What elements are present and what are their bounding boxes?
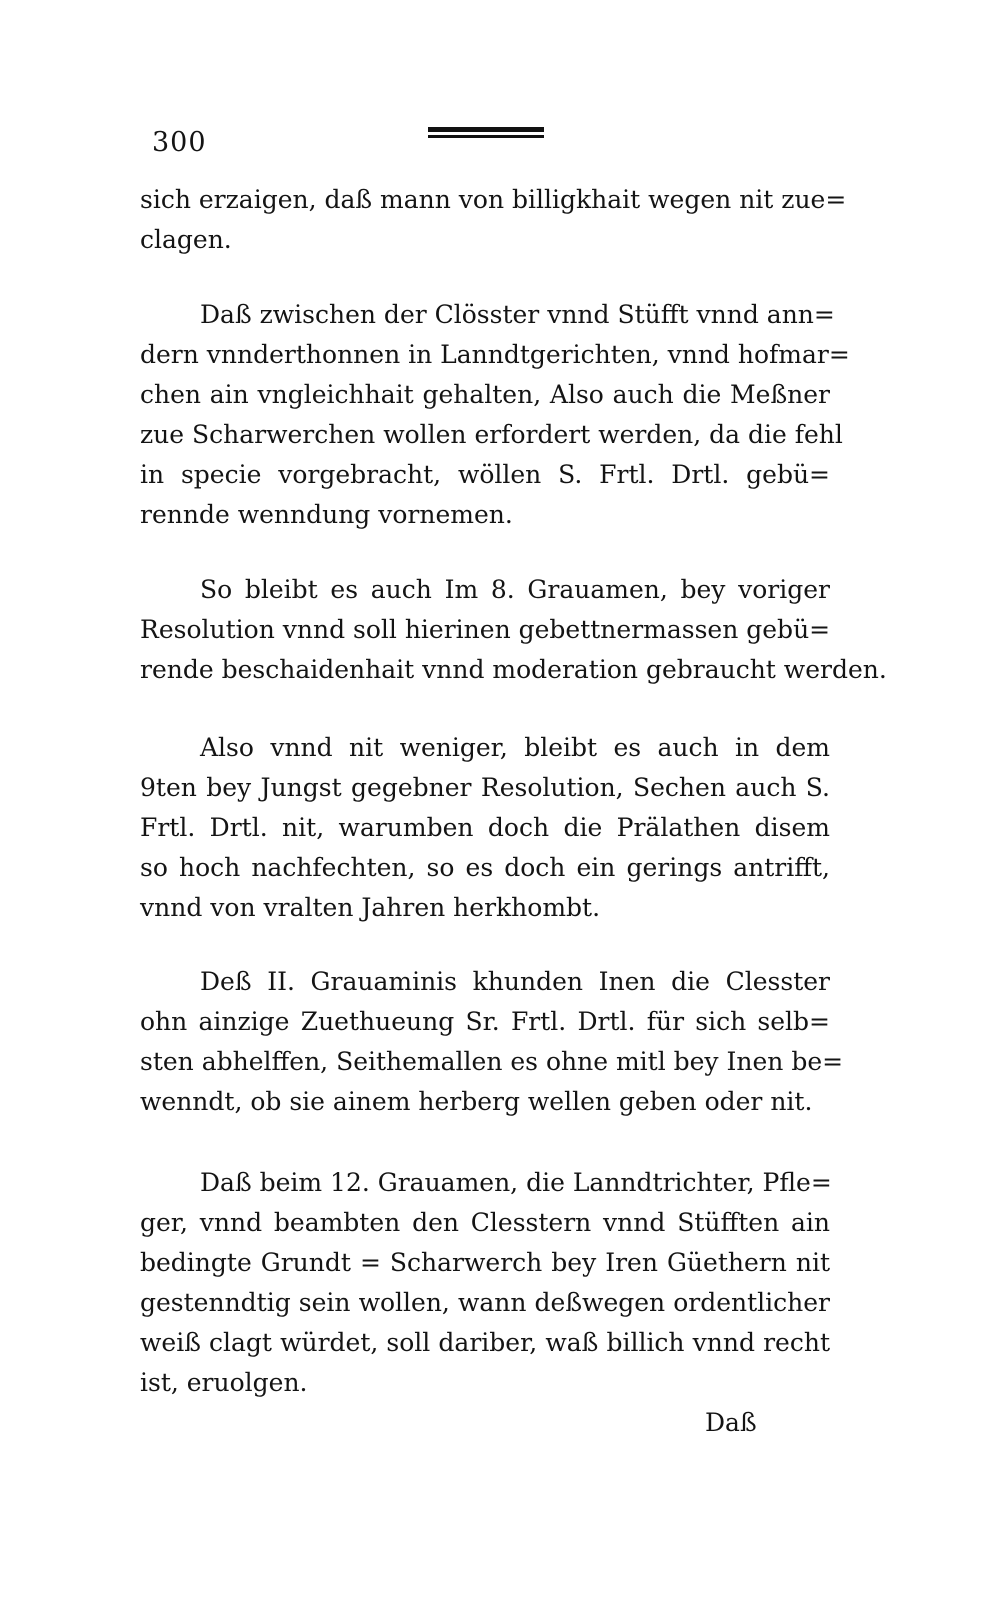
text-line: sten abhelffen, Seithemallen es ohne mitl bey Inen be= [140,1047,844,1076]
text-line: So bleibt es auch Im 8. Grauamen, bey voriger [200,575,830,604]
text-line: ger, vnnd beambten den Clesstern vnnd Stüfften ain [140,1208,830,1237]
page-number: 300 [152,127,207,158]
text-line: 9ten bey Jungst gegebner Resolution, Sechen auch S. [140,773,830,802]
text-line: ist, eruolgen. [140,1368,308,1397]
text-line: bedingte Grundt = Scharwerch bey Iren Güethern nit [140,1248,830,1277]
text-line: gestenndtig sein wollen, wann deßwegen ordentlicher [140,1288,830,1317]
text-line: Daß beim 12. Grauamen, die Lanndtrichter, Pfle= [200,1168,832,1197]
text-line: Deß II. Grauaminis khunden Inen die Clesster [200,967,830,996]
text-line: weiß clagt würdet, soll dariber, waß billich vnnd recht [140,1328,830,1357]
header-rule-thick-bar [428,127,544,132]
text-line: rende beschaidenhait vnnd moderation gebraucht werden. [140,655,887,684]
text-line: so hoch nachfechten, so es doch ein gerings antrifft, [140,853,830,882]
text-line: Resolution vnnd soll hierinen gebettnermassen gebü= [140,615,831,644]
catchword: Daß [705,1408,757,1437]
text-line: ohn ainzige Zuethueung Sr. Frtl. Drtl. für sich selb= [140,1007,830,1036]
text-line: wenndt, ob sie ainem herberg wellen geben oder nit. [140,1087,813,1116]
text-line: Daß zwischen der Clösster vnnd Stüfft vnnd ann= [200,300,835,329]
paragraph-1 [140,180,847,260]
paragraph-6 [140,1163,830,1403]
text-line: Frtl. Drtl. nit, warumben doch die Prälathen disem [140,813,830,842]
text-line: zue Scharwerchen wollen erfordert werden, da die fehl [140,420,843,449]
paragraph-4 [140,728,830,928]
text-line: rennde wenndung vornemen. [140,500,513,529]
text-line: clagen. [140,225,232,254]
header-rule-thin-bar [428,135,544,138]
text-line: in specie vorgebracht, wöllen S. Frtl. Drtl. gebü= [140,460,830,489]
text-line: chen ain vngleichhait gehalten, Also auch die Meßner [140,380,830,409]
text-line: vnnd von vralten Jahren herkhombt. [140,893,601,922]
paragraph-5 [140,962,844,1122]
paragraph-2 [140,295,850,535]
paragraph-3 [140,570,887,690]
text-line: dern vnnderthonnen in Lanndtgerichten, vnnd hofmar= [140,340,850,369]
header-rule [428,127,544,141]
text-line: sich erzaigen, daß mann von billigkhait wegen nit zue= [140,185,847,214]
text-line: Also vnnd nit weniger, bleibt es auch in dem [200,733,830,762]
